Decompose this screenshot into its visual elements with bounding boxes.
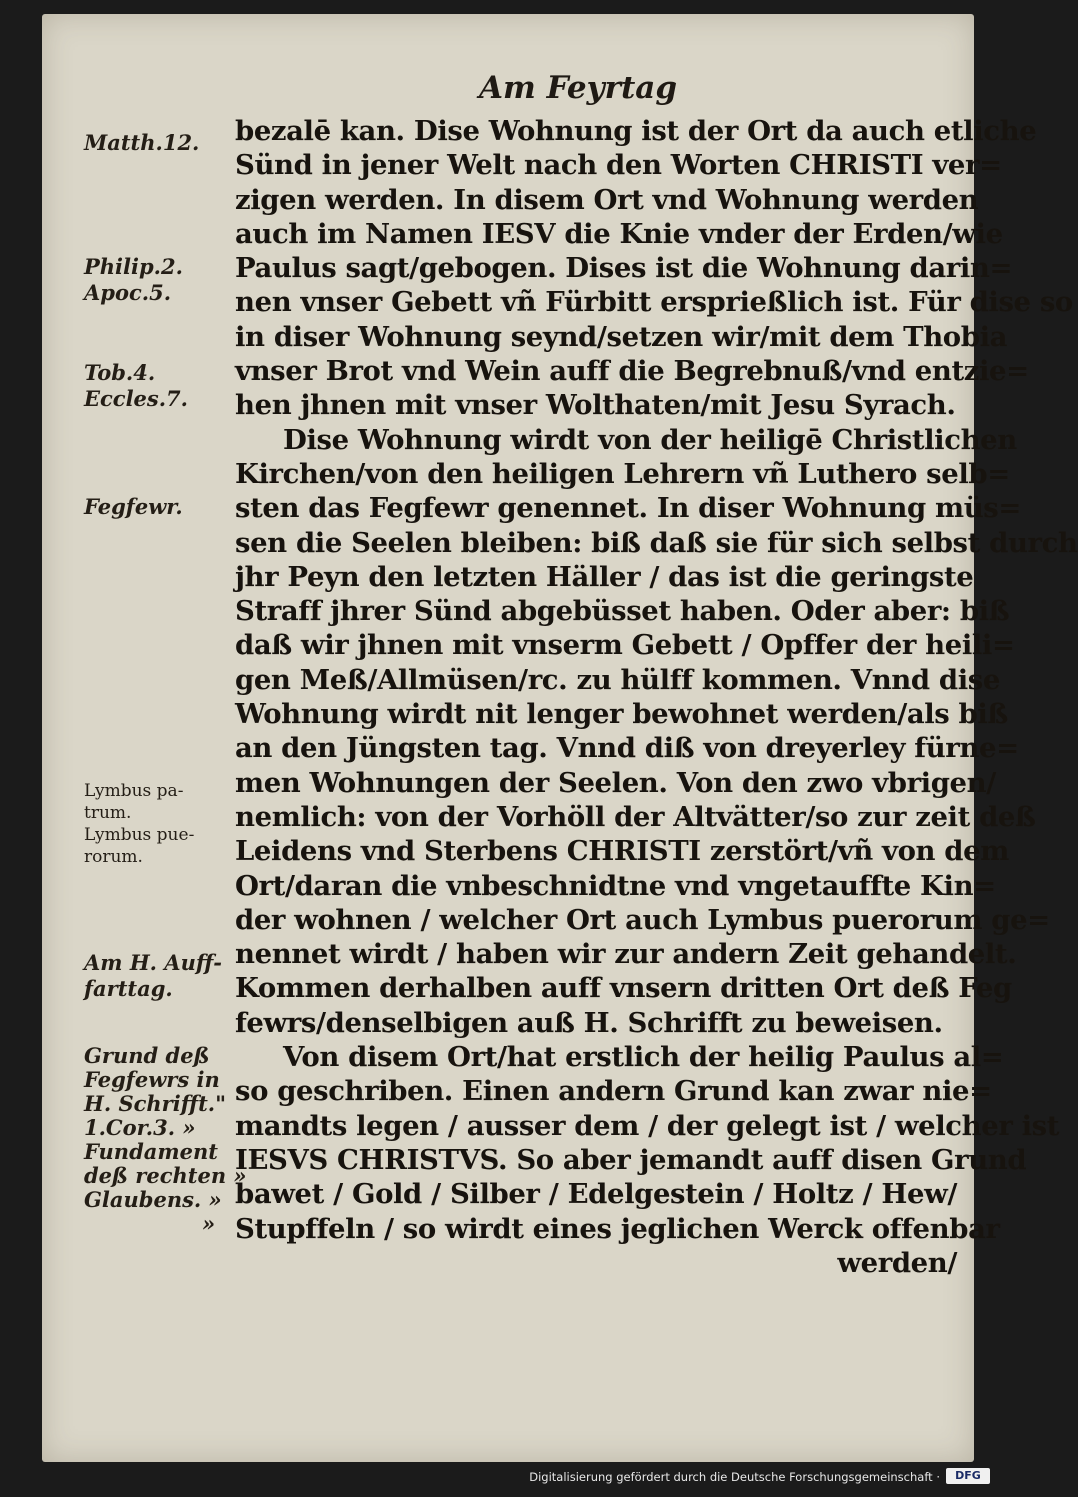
text-line: in diser Wohnung seynd/setzen wir/mit dem Thobia [235,320,1008,353]
text-line: an den Jüngsten tag. Vnnd diß von dreyerley fürne= [235,732,1019,765]
margin-note: Fegfewrs in [84,1067,220,1092]
text-line: sten das Fegfewr genennet. In diser Wohnung müs= [235,492,1022,525]
text-line: men Wohnungen der Seelen. Von den zwo vbrigen/ [235,766,996,799]
running-header: Am Feyrtag [478,70,678,106]
margin-note-group [84,360,224,412]
margin-note-group [84,1043,247,1236]
margin-note: Tob.4. [84,360,156,385]
margin-note: Philip.2. [84,254,183,279]
margin-note: Grund deß [84,1043,210,1068]
margin-note: Apoc.5. [84,280,172,305]
text-line: Sünd in jener Welt nach den Worten CHRISTI ver= [235,149,1002,182]
dfg-logo-icon: DFG [946,1468,990,1484]
margin-note: Matth.12. [84,130,200,155]
text-line: nemlich: von der Vorhöll der Altvätter/so zur zeit deß [235,800,1036,833]
text-line: daß wir jhnen mit vnserm Gebett / Opffer der heili= [235,629,1015,662]
text-line: zigen werden. In disem Ort vnd Wohnung werden [235,183,979,216]
text-line: Von disem Ort/hat erstlich der heilig Paulus al= [283,1041,1004,1074]
text-line: IESVS CHRISTVS. So aber jemandt auff disen Grund [235,1143,1027,1176]
text-line: auch im Namen IESV die Knie vnder der Erden/wie [235,217,1003,250]
body-text [235,114,1078,1280]
margin-note: Fundament [84,1139,218,1164]
margin-note: deß rechten » [84,1163,247,1188]
text-line: Ort/daran die vnbeschnidtne vnd vngetauffte Kin= [235,869,996,902]
text-line: gen Meß/Allmüsen/rc. zu hülff kommen. Vnnd dise [235,663,1000,696]
funding-footer: Digitalisierung gefördert durch die Deutsche Forschungsgemeinschaft · [529,1470,940,1484]
margin-note: trum. [84,803,132,823]
margin-note: Lymbus pa- [84,781,184,801]
margin-note-group [84,254,224,306]
text-line: Kirchen/von den heiligen Lehrern vñ Luthero selb= [235,457,1010,490]
text-line: Wohnung wirdt nit lenger bewohnet werden/als biß [235,698,1008,731]
margin-note: Eccles.7. [84,386,188,411]
margin-note: 1.Cor.3. » [84,1115,196,1140]
text-line: hen jhnen mit vnser Wolthaten/mit Jesu Syrach. [235,389,956,422]
text-line: bezalē kan. Dise Wohnung ist der Ort da auch etliche [235,115,1037,147]
margin-note: Am H. Auff- [84,950,222,975]
margin-note: Fegfewr. [84,494,183,519]
margin-note: H. Schrifft." [84,1091,227,1116]
margin-note-group [84,780,224,868]
margin-note: farttag. [84,976,173,1001]
text-line: Paulus sagt/gebogen. Dises ist die Wohnung darin= [235,252,1013,285]
text-line: fewrs/denselbigen auß H. Schrifft zu beweisen. [235,1006,943,1039]
margin-note: rorum. [84,847,143,867]
text-line: nennet wirdt / haben wir zur andern Zeit gehandelt. [235,938,1017,971]
text-line: jhr Peyn den letzten Häller / das ist die geringste [235,560,974,593]
text-line: so geschriben. Einen andern Grund kan zwar nie= [235,1075,992,1108]
margin-note: » [202,1211,216,1236]
text-line: Straff jhrer Sünd abgebüsset haben. Oder aber: biß [235,595,1010,628]
text-line: sen die Seelen bleiben: biß daß sie für sich selbst durch [235,526,1078,559]
text-line: vnser Brot vnd Wein auff die Begrebnuß/vnd entzie= [235,355,1029,388]
margin-note: Lymbus pue- [84,825,195,845]
book-page [42,14,1078,1462]
text-line: werden/ [837,1246,957,1279]
text-line: nen vnser Gebett vñ Fürbitt ersprießlich ist. Für dise so [235,286,1073,319]
margin-note-group [84,494,224,520]
margin-note-group [84,950,224,1002]
text-line: Stupffeln / so wirdt eines jeglichen Werck offenbar [235,1212,1000,1245]
text-line: der wohnen / welcher Ort auch Lymbus puerorum ge= [235,903,1050,936]
margin-note-group [84,130,224,156]
text-line: Leidens vnd Sterbens CHRISTI zerstört/vñ von dem [235,835,1009,868]
text-line: mandts legen / ausser dem / der gelegt ist / welcher ist [235,1109,1060,1142]
text-line: Kommen derhalben auff vnsern dritten Ort deß Feg [235,972,1012,1005]
text-line: Dise Wohnung wirdt von der heiligē Christlichen [283,423,1017,456]
text-line: bawet / Gold / Silber / Edelgestein / Holtz / Hew/ [235,1178,957,1211]
margin-note: Glaubens. » [84,1187,222,1212]
